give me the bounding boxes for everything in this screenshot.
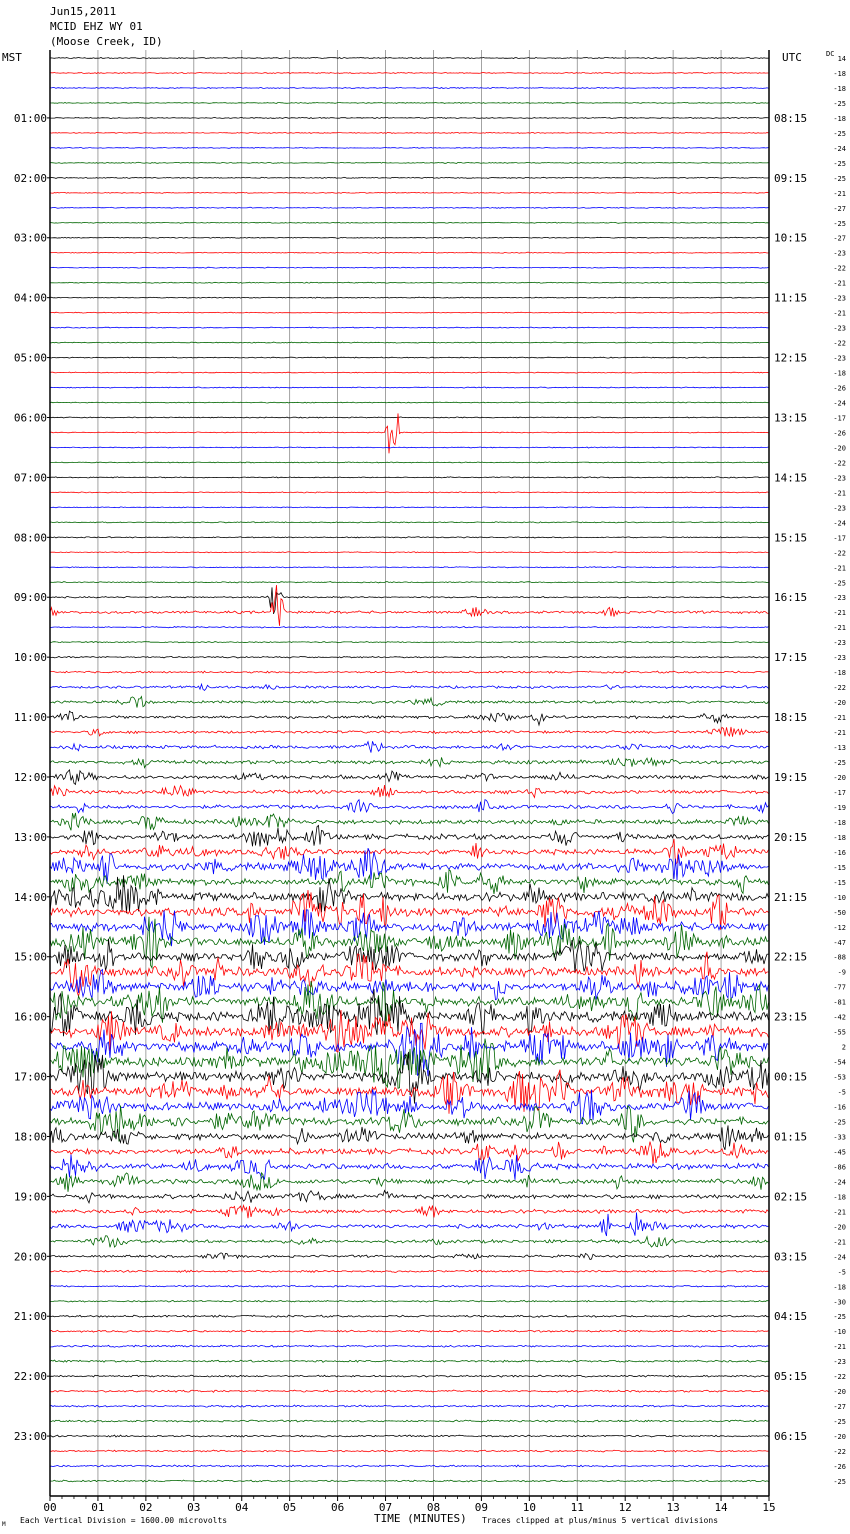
dc-offset-label: -17 xyxy=(833,414,846,423)
trace-line xyxy=(50,587,769,613)
dc-offset-label: -23 xyxy=(833,639,846,648)
trace-line xyxy=(50,585,769,626)
left-time-label: 05:00 xyxy=(13,351,47,365)
trace-line xyxy=(50,1155,769,1180)
corner-mark: M xyxy=(2,1521,6,1528)
left-time-label: 17:00 xyxy=(13,1070,47,1084)
trace-line xyxy=(50,417,769,418)
dc-offset-label: -18 xyxy=(833,833,846,842)
dc-offset-label: -24 xyxy=(833,1253,846,1262)
right-time-label: 19:15 xyxy=(774,770,808,784)
trace-line xyxy=(50,1213,769,1237)
dc-offset-label: -10 xyxy=(833,893,846,902)
trace-line xyxy=(50,207,769,208)
dc-offset-label: -26 xyxy=(833,384,846,393)
trace-line xyxy=(50,267,769,268)
trace-line xyxy=(50,237,769,238)
dc-offset-label: -25 xyxy=(833,759,846,768)
trace-line xyxy=(50,72,769,73)
dc-offset-label: -25 xyxy=(833,1313,846,1322)
dc-offset-label: 14 xyxy=(837,55,846,63)
dc-offset-label: -16 xyxy=(833,1103,846,1112)
dc-offset-label: -22 xyxy=(833,684,846,693)
trace-line xyxy=(50,102,769,103)
trace-line xyxy=(50,522,769,523)
date-label: Jun15,2011 xyxy=(50,5,117,18)
left-time-label: 21:00 xyxy=(13,1310,47,1324)
trace-line xyxy=(50,1330,769,1332)
left-time-label: 19:00 xyxy=(13,1190,47,1204)
trace-line xyxy=(50,684,769,690)
x-axis-title: TIME (MINUTES) xyxy=(374,1512,467,1525)
right-time-label: 02:15 xyxy=(774,1190,808,1204)
trace-line xyxy=(50,757,769,767)
dc-offset-label: -24 xyxy=(833,1178,846,1187)
trace-line xyxy=(50,813,769,830)
trace-line xyxy=(50,57,769,58)
right-time-label: 06:15 xyxy=(774,1430,808,1444)
dc-offset-label: -23 xyxy=(833,324,846,333)
trace-line xyxy=(50,1465,769,1467)
trace-line xyxy=(50,552,769,553)
left-time-label: 15:00 xyxy=(13,950,47,964)
dc-offset-label: -27 xyxy=(833,1403,846,1412)
right-time-label: 22:15 xyxy=(774,950,808,964)
trace-line xyxy=(50,741,769,752)
left-time-label: 18:00 xyxy=(13,1130,47,1144)
dc-offset-label: -21 xyxy=(833,1343,846,1352)
trace-line xyxy=(50,785,769,797)
trace-line xyxy=(50,462,769,463)
trace-line xyxy=(50,1285,769,1287)
trace-line xyxy=(50,1205,769,1218)
dc-offset-label: -25 xyxy=(833,1478,846,1486)
trace-line xyxy=(50,1375,769,1377)
mst-label: MST xyxy=(2,51,22,64)
gridlines xyxy=(98,50,721,1496)
dc-offset-label: 2 xyxy=(841,1043,846,1052)
dc-offset-label: -30 xyxy=(833,1298,846,1307)
dc-offset-label: -22 xyxy=(833,264,846,273)
trace-line xyxy=(50,1191,769,1203)
dc-offset-label: -23 xyxy=(833,504,846,513)
left-time-label: 02:00 xyxy=(13,171,47,185)
x-tick-label: 12 xyxy=(618,1501,632,1514)
trace-line xyxy=(50,492,769,493)
left-time-label: 12:00 xyxy=(13,770,47,784)
dc-offset-label: -25 xyxy=(833,1418,846,1427)
dc-offset-label: -23 xyxy=(833,1358,846,1367)
trace-line xyxy=(50,697,769,708)
dc-offset-label: -10 xyxy=(833,1328,846,1337)
left-time-label: 14:00 xyxy=(13,890,47,904)
trace-group xyxy=(50,57,769,1482)
trace-line xyxy=(50,1142,769,1165)
left-time-label: 11:00 xyxy=(13,711,47,725)
x-tick-label: 10 xyxy=(522,1501,536,1514)
dc-label: DC xyxy=(826,50,835,58)
dc-offset-label: -20 xyxy=(833,1433,846,1442)
dc-offset-label: -18 xyxy=(833,1283,846,1292)
right-time-label: 04:15 xyxy=(774,1310,808,1324)
trace-line xyxy=(50,1420,769,1422)
trace-line xyxy=(50,387,769,388)
trace-line xyxy=(50,312,769,313)
trace-line xyxy=(50,627,769,628)
dc-offset-label: -15 xyxy=(833,878,846,887)
dc-offset-label: -25 xyxy=(833,1118,846,1127)
trace-line xyxy=(50,372,769,373)
x-tick-label: 02 xyxy=(139,1501,153,1514)
x-tick-label: 15 xyxy=(762,1501,776,1514)
trace-line xyxy=(50,162,769,163)
trace-line xyxy=(50,357,769,358)
clip-note: Traces clipped at plus/minus 5 vertical divisions xyxy=(482,1516,719,1525)
right-time-label: 15:15 xyxy=(774,531,808,545)
dc-offset-label: -20 xyxy=(833,1223,846,1232)
dc-offset-label: -21 xyxy=(833,564,846,573)
location-label: (Moose Creek, ID) xyxy=(50,35,163,48)
dc-offset-label: -23 xyxy=(833,294,846,303)
trace-line xyxy=(50,327,769,328)
dc-offset-label: -22 xyxy=(833,549,846,558)
left-time-label: 03:00 xyxy=(13,231,47,245)
trace-line xyxy=(50,727,769,737)
trace-line xyxy=(50,671,769,673)
trace-line xyxy=(50,711,769,725)
x-tick-label: 13 xyxy=(666,1501,680,1514)
station-label: MCID EHZ WY 01 xyxy=(50,20,143,33)
trace-line xyxy=(50,582,769,583)
left-time-label: 20:00 xyxy=(13,1250,47,1264)
dc-offset-label: -77 xyxy=(833,983,846,992)
trace-line xyxy=(50,1089,769,1124)
dc-offset-label: -18 xyxy=(833,114,846,123)
dc-offset-label: -23 xyxy=(833,474,846,483)
trace-line xyxy=(50,507,769,508)
trace-line xyxy=(50,477,769,478)
left-time-label: 13:00 xyxy=(13,830,47,844)
dc-offset-label: -47 xyxy=(833,938,846,947)
left-time-label: 10:00 xyxy=(13,651,47,665)
left-time-label: 08:00 xyxy=(13,531,47,545)
scale-note: Each Vertical Division = 1600.00 microvolts xyxy=(20,1516,228,1525)
dc-offset-label: -20 xyxy=(833,773,846,782)
right-time-label: 12:15 xyxy=(774,351,808,365)
right-time-label: 16:15 xyxy=(774,591,808,605)
right-time-label: 17:15 xyxy=(774,651,808,665)
dc-offset-label: -17 xyxy=(833,788,846,797)
dc-offset-label: -24 xyxy=(833,399,846,408)
dc-offset-label: -15 xyxy=(833,863,846,872)
trace-line xyxy=(50,825,769,846)
x-tick-label: 08 xyxy=(426,1501,441,1514)
left-time-label: 23:00 xyxy=(13,1430,47,1444)
trace-line xyxy=(50,1345,769,1347)
dc-offset-label: -13 xyxy=(833,744,846,753)
x-tick-label: 14 xyxy=(714,1501,728,1514)
trace-line xyxy=(50,917,769,968)
dc-offset-label: -21 xyxy=(833,1208,846,1217)
dc-offset-label: -23 xyxy=(833,654,846,663)
trace-line xyxy=(50,1450,769,1452)
trace-line xyxy=(50,800,769,814)
x-tick-label: 11 xyxy=(570,1501,584,1514)
dc-offset-label: -18 xyxy=(833,84,846,93)
left-time-label: 01:00 xyxy=(13,111,47,125)
trace-line xyxy=(50,402,769,403)
dc-offset-label: -55 xyxy=(833,1028,846,1037)
trace-line xyxy=(50,1300,769,1302)
trace-line xyxy=(50,1435,769,1437)
right-time-label: 08:15 xyxy=(774,111,808,125)
trace-line xyxy=(50,1010,769,1052)
trace-line xyxy=(50,192,769,193)
dc-offset-label: -9 xyxy=(837,968,846,977)
dc-offset-label: -50 xyxy=(833,908,846,917)
dc-offset-label: -5 xyxy=(837,1268,846,1277)
dc-offset-label: -25 xyxy=(833,129,846,138)
dc-offset-label: -24 xyxy=(833,519,846,528)
dc-offset-label: -21 xyxy=(833,489,846,498)
left-time-label: 16:00 xyxy=(13,1010,47,1024)
utc-label: UTC xyxy=(782,51,802,64)
dc-offset-label: -22 xyxy=(833,1373,846,1382)
trace-line xyxy=(50,1270,769,1272)
dc-offset-label: -12 xyxy=(833,923,846,932)
trace-line xyxy=(50,117,769,118)
trace-line xyxy=(50,222,769,223)
trace-line xyxy=(50,1480,769,1482)
dc-offset-label: -23 xyxy=(833,354,846,363)
right-time-label: 13:15 xyxy=(774,411,808,425)
dc-offset-label: -22 xyxy=(833,459,846,468)
trace-line xyxy=(50,1405,769,1407)
right-time-label: 09:15 xyxy=(774,171,808,185)
dc-offset-label: -42 xyxy=(833,1013,846,1022)
trace-line xyxy=(50,770,769,785)
dc-offset-label: -88 xyxy=(833,953,846,962)
dc-offset-label: -24 xyxy=(833,144,846,153)
dc-offset-label: -27 xyxy=(833,204,846,213)
dc-offset-label: -33 xyxy=(833,1133,846,1142)
x-tick-label: 04 xyxy=(235,1501,249,1514)
trace-line xyxy=(50,177,769,178)
dc-offset-label: -21 xyxy=(833,714,846,723)
trace-line xyxy=(50,342,769,343)
trace-line xyxy=(50,970,769,1000)
dc-offset-label: -81 xyxy=(833,998,846,1007)
trace-line xyxy=(50,147,769,148)
dc-offset-label: -21 xyxy=(833,189,846,198)
dc-offset-label: -21 xyxy=(833,309,846,318)
trace-line xyxy=(50,87,769,88)
trace-line xyxy=(50,252,769,253)
dc-offset-label: -16 xyxy=(833,848,846,857)
trace-line xyxy=(50,1106,769,1143)
trace-line xyxy=(50,1315,769,1317)
right-time-label: 18:15 xyxy=(774,711,808,725)
dc-offset-label: -25 xyxy=(833,579,846,588)
left-time-label: 04:00 xyxy=(13,291,47,305)
trace-line xyxy=(50,1360,769,1362)
right-time-label: 23:15 xyxy=(774,1010,808,1024)
trace-line xyxy=(50,952,769,997)
right-time-label: 05:15 xyxy=(774,1370,808,1384)
right-time-label: 14:15 xyxy=(774,471,808,485)
dc-offset-label: -21 xyxy=(833,624,846,633)
dc-offset-label: -21 xyxy=(833,729,846,738)
trace-line xyxy=(50,642,769,643)
x-tick-label: 05 xyxy=(283,1501,297,1514)
dc-offset-label: -21 xyxy=(833,1238,846,1247)
dc-offset-label: -26 xyxy=(833,1463,846,1472)
trace-line xyxy=(50,447,769,448)
right-time-label: 00:15 xyxy=(774,1070,808,1084)
dc-offset-label: -20 xyxy=(833,699,846,708)
dc-offset-label: -27 xyxy=(833,234,846,243)
dc-offset-label: -25 xyxy=(833,99,846,108)
trace-line xyxy=(50,1390,769,1392)
dc-offset-label: -25 xyxy=(833,219,846,228)
right-time-label: 01:15 xyxy=(774,1130,808,1144)
dc-offset-label: -18 xyxy=(833,369,846,378)
right-time-label: 20:15 xyxy=(774,830,808,844)
x-tick-label: 07 xyxy=(378,1501,393,1514)
trace-line xyxy=(50,656,769,658)
left-time-label: 07:00 xyxy=(13,471,47,485)
plot-frame xyxy=(50,50,769,1496)
right-time-label: 03:15 xyxy=(774,1250,808,1264)
dc-offset-label: -18 xyxy=(833,818,846,827)
dc-offset-label: -22 xyxy=(833,1448,846,1457)
dc-offset-label: -19 xyxy=(833,803,846,812)
x-tick-label: 03 xyxy=(187,1501,201,1514)
dc-offset-label: -21 xyxy=(833,279,846,288)
right-time-label: 21:15 xyxy=(774,890,808,904)
right-time-label: 11:15 xyxy=(774,291,808,305)
dc-offset-label: -23 xyxy=(833,594,846,603)
dc-offset-label: -23 xyxy=(833,249,846,258)
dc-offset-label: -18 xyxy=(833,69,846,78)
dc-offset-label: -18 xyxy=(833,1193,846,1202)
x-tick-label: 09 xyxy=(474,1501,489,1514)
dc-offset-label: -17 xyxy=(833,534,846,543)
x-tick-label: 00 xyxy=(43,1501,57,1514)
trace-line xyxy=(50,848,769,884)
trace-line xyxy=(50,537,769,538)
trace-line xyxy=(50,132,769,133)
trace-line xyxy=(50,1236,769,1248)
left-time-label: 09:00 xyxy=(13,591,47,605)
dc-offset-label: -22 xyxy=(833,339,846,348)
right-time-label: 10:15 xyxy=(774,231,808,245)
dc-offset-label: -21 xyxy=(833,609,846,618)
trace-line xyxy=(50,282,769,283)
dc-offset-label: -54 xyxy=(833,1058,846,1067)
trace-line xyxy=(50,567,769,568)
left-time-label: 06:00 xyxy=(13,411,47,425)
dc-offset-label: -86 xyxy=(833,1163,846,1172)
dc-offset-label: -25 xyxy=(833,159,846,168)
dc-offset-label: -18 xyxy=(833,669,846,678)
dc-offset-label: -20 xyxy=(833,444,846,453)
left-time-label: 22:00 xyxy=(13,1370,47,1384)
x-tick-label: 01 xyxy=(91,1501,105,1514)
trace-line xyxy=(50,1173,769,1192)
x-tick-label: 06 xyxy=(330,1501,345,1514)
dc-offset-label: -25 xyxy=(833,174,846,183)
dc-offset-label: -53 xyxy=(833,1073,846,1082)
dc-offset-label: -5 xyxy=(837,1088,846,1097)
trace-line xyxy=(50,297,769,298)
dc-offset-label: -26 xyxy=(833,429,846,438)
trace-line xyxy=(50,839,769,865)
dc-offset-label: -45 xyxy=(833,1148,846,1157)
trace-line xyxy=(50,1253,769,1260)
dc-offset-label: -20 xyxy=(833,1388,846,1397)
